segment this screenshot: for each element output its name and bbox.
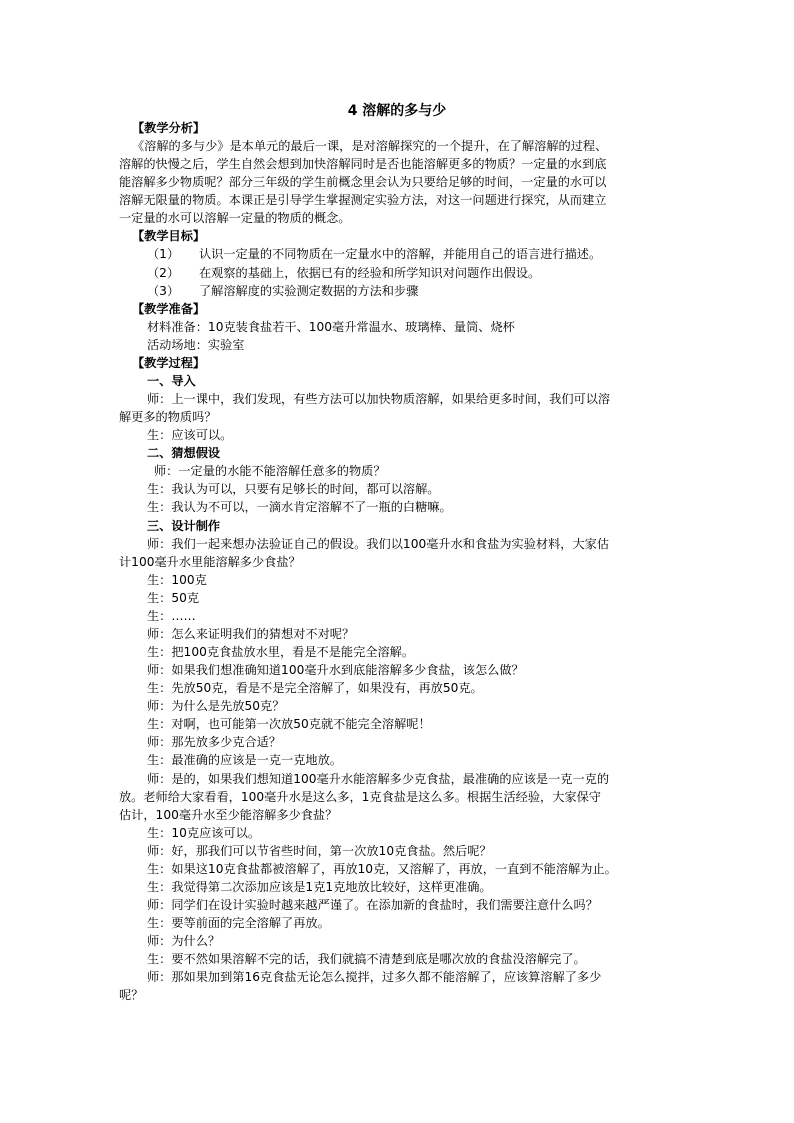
- line-text: 生：10克应该可以。: [147, 825, 261, 840]
- line-text: 师：一定量的水能不能溶解任意多的物质？: [154, 464, 386, 479]
- line-text: 【教学准备】: [132, 301, 206, 316]
- line-text: 师：为什么是先放50克？: [147, 699, 285, 714]
- line-text: 生：我认为可以，只要有足够长的时间，都可以溶解。: [147, 482, 440, 497]
- line-text: 生：我认为不可以，一滴水肯定溶解不了一瓶的白糖嘛。: [147, 500, 452, 515]
- text-line: [147, 337, 245, 354]
- line-text: 师：那如果加到第16克食盐无论怎么搅拌，过多久都不能溶解了，应该算溶解了多少: [147, 970, 602, 985]
- line-text: 生：100克: [147, 572, 207, 587]
- line-text: 溶解无限量的物质。本课正是引导学生掌握测定实验方法，对这一问题进行探究，从而建立: [119, 193, 607, 208]
- line-text: 材料准备：10克装食盐若干、100毫升常温水、玻璃棒、量筒、烧杯: [147, 319, 515, 334]
- text-line: [147, 680, 483, 697]
- text-line: [119, 409, 217, 426]
- line-text: 生：我觉得第二次添加应该是1克1克地放比较好，这样更准确。: [147, 879, 492, 894]
- section-heading: [132, 301, 205, 318]
- section-heading: [132, 355, 205, 372]
- objective-line: [147, 246, 601, 263]
- page-title: 4 溶解的多与少: [347, 103, 447, 119]
- text-line: [147, 933, 220, 950]
- text-line: [147, 608, 196, 625]
- line-text: 师：上一课中，我们发现，有些方法可以加快物质溶解，如果给更多时间，我们可以溶: [147, 392, 611, 407]
- text-line: [147, 626, 354, 643]
- text-line: [147, 734, 281, 751]
- text-line: [132, 138, 607, 155]
- line-text: 估计，100毫升水至少能溶解多少食盐？: [119, 807, 338, 822]
- line-text: 生：先放50克，看是不是完全溶解了，如果没有，再放50克。: [147, 681, 483, 696]
- line-text: 生：应该可以。: [147, 428, 233, 443]
- line-text: 三、设计制作: [147, 518, 221, 533]
- text-line: [147, 915, 330, 932]
- line-text: 生：把100克食盐放水里，看是不是能完全溶解。: [147, 645, 415, 660]
- text-line: [119, 789, 601, 806]
- line-text: 师：同学们在设计实验时越来越严谨了。在添加新的食盐时，我们需要注意什么吗？: [147, 898, 598, 912]
- text-line: [154, 463, 386, 480]
- objective-number: （3）: [147, 283, 180, 298]
- text-line: [119, 210, 351, 227]
- text-line: [147, 716, 431, 733]
- text-line: [147, 572, 207, 589]
- text-line: [147, 391, 610, 408]
- section-heading: [147, 445, 220, 462]
- line-text: 【教学分析】: [132, 121, 206, 135]
- line-text: 一定量的水可以溶解一定量的物质的概念。: [119, 211, 351, 226]
- text-line: [147, 662, 524, 679]
- text-line: [147, 481, 440, 498]
- line-text: 师：那先放多少克合适？: [147, 735, 282, 750]
- section-heading: [132, 228, 205, 245]
- line-text: 能溶解多少物质呢？部分三年级的学生前概念里会认为只要给足够的时间，一定量的水可以: [119, 175, 607, 190]
- text-line: [119, 192, 607, 209]
- line-text: 二、猜想假设: [147, 446, 221, 461]
- objective-line: [147, 283, 418, 300]
- text-line: [147, 590, 199, 607]
- text-line: [147, 969, 601, 986]
- line-text: 师：如果我们想准确知道100毫升水到底能溶解多少食盐，该怎么做？: [147, 663, 524, 678]
- line-text: 溶解的快慢之后，学生自然会想到加快溶解同时是否也能溶解更多的物质？一定量的水到底: [119, 157, 607, 172]
- text-line: [119, 156, 607, 173]
- objective-line: [147, 265, 540, 282]
- line-text: 放。老师给大家看看，100毫升水是这么多，1克食盐是这么多。根据生活经验，大家保守: [119, 789, 601, 804]
- text-line: [147, 499, 452, 516]
- line-text: 计100毫升水里能溶解多少食盐？: [119, 554, 301, 569]
- line-text: 认识一定量的不同物质在一定量水中的溶解，并能用自己的语言进行描述。: [199, 247, 602, 262]
- line-text: 了解溶解度的实验测定数据的方法和步骤: [199, 283, 419, 298]
- line-text: 师：怎么来证明我们的猜想对不对呢？: [147, 626, 355, 641]
- line-text: 一、导入: [147, 373, 196, 388]
- line-text: 师：好，那我们可以节省些时间，第一次放10克食盐。然后呢？: [147, 843, 492, 858]
- text-line: [147, 771, 609, 788]
- text-line: [147, 825, 260, 842]
- line-text: 活动场地：实验室: [147, 337, 245, 352]
- line-text: 生：要不然如果溶解不完的话，我们就搞不清楚到底是哪次放的食盐没溶解完了。: [147, 952, 586, 967]
- line-text: 师：我们一起来想办法验证自己的假设。我们以100毫升水和食盐为实验材料，大家估: [147, 536, 610, 551]
- line-text: 在观察的基础上，依据已有的经验和所学知识对问题作出假设。: [199, 265, 541, 280]
- line-text: 生：最准确的应该是一克一克地放。: [147, 753, 342, 768]
- section-heading: [147, 373, 196, 390]
- line-text: 生：50克: [147, 590, 200, 605]
- line-text: 生：对啊，也可能第一次放50克就不能完全溶解呢！: [147, 717, 431, 732]
- line-text: 呢？: [119, 988, 144, 1003]
- objective-number: （2）: [147, 265, 180, 280]
- text-line: [119, 807, 337, 824]
- text-line: [119, 987, 143, 1004]
- line-text: 《溶解的多与少》是本单元的最后一课，是对溶解探究的一个提升，在了解溶解的过程、: [132, 139, 608, 154]
- text-line: [147, 644, 414, 661]
- section-heading: [147, 518, 220, 535]
- line-text: 生：如果这10克食盐都被溶解了，再放10克，又溶解了，再放，一直到不能溶解为止。: [147, 861, 617, 876]
- text-line: [147, 752, 342, 769]
- text-line: [119, 174, 607, 191]
- line-text: 师：是的，如果我们想知道100毫升水能溶解多少克食盐，最准确的应该是一克一克的: [147, 771, 610, 786]
- line-text: 生：要等前面的完全溶解了再放。: [147, 916, 330, 931]
- text-line: [147, 951, 586, 968]
- text-line: [147, 427, 232, 444]
- line-text: 【教学目标】: [132, 229, 206, 244]
- text-line: [147, 319, 515, 336]
- line-text: 解更多的物质吗？: [119, 410, 217, 425]
- objective-number: （1）: [147, 247, 180, 262]
- text-line: [147, 536, 609, 553]
- text-line: [147, 897, 598, 914]
- section-heading: [132, 120, 205, 137]
- text-line: [147, 861, 617, 878]
- line-text: 师：为什么？: [147, 934, 221, 949]
- text-line: [147, 879, 492, 896]
- text-line: [147, 698, 284, 715]
- text-line: [119, 554, 301, 571]
- text-line: [147, 843, 492, 860]
- line-text: 【教学过程】: [132, 355, 206, 370]
- line-text: 生：……: [147, 608, 196, 623]
